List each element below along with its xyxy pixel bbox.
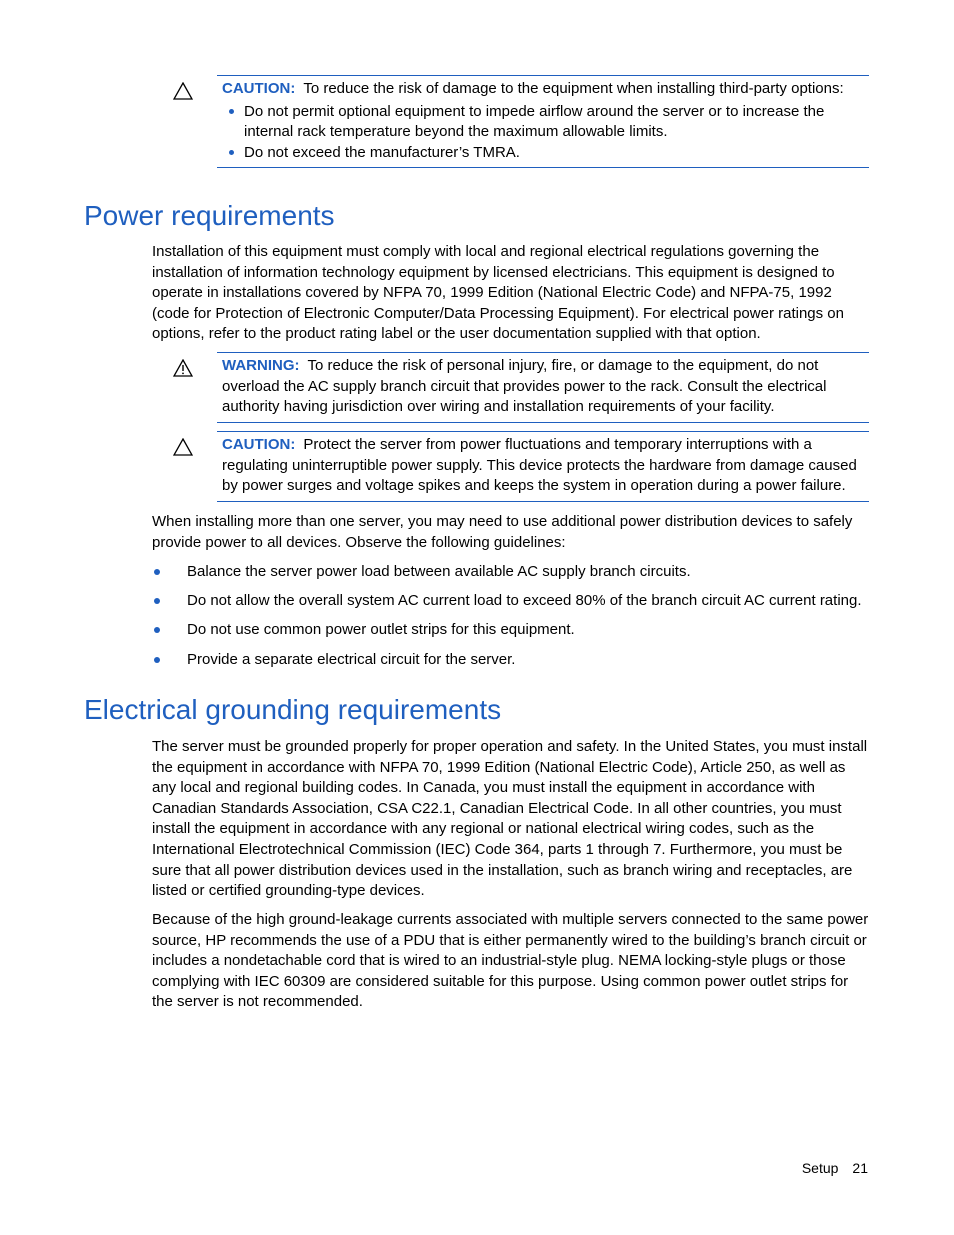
caution-triangle-icon <box>173 438 193 456</box>
list-item: Balance the server power load between available AC supply branch circuits. <box>152 562 870 583</box>
grounding-requirements-heading: Electrical grounding requirements <box>84 694 502 725</box>
power-guidelines-list <box>152 562 870 679</box>
guidelines-intro-paragraph: When installing more than one server, you may need to use additional power distribution devices to safely provide power to all devices. Observe the following guidelines: <box>152 513 853 551</box>
list-item: Do not use common power outlet strips for this equipment. <box>152 620 870 641</box>
power-requirements-heading: Power requirements <box>84 200 335 231</box>
caution-label: CAUTION: <box>222 80 296 97</box>
power-intro-paragraph: Installation of this equipment must comply with local and regional electrical regulations governing the installation of information technology equipment by licensed electricians. This equipment is designed to operate in installations covered by NFPA 70, 1999 Edition (National Electric Code) and NFPA-75, 1992 (code for Protection of Electronic Computer/Data Processing Equipment). For electrical power ratings on options, refer to the product rating label or the user documentation supplied with that option. <box>152 243 844 343</box>
caution-list-item: Do not exceed the manufacturer’s TMRA. <box>222 143 865 164</box>
page-number: 21 <box>852 1160 868 1176</box>
warning-notice <box>217 352 869 423</box>
warning-text: To reduce the risk of personal injury, fire, or damage to the equipment, do not overload the AC supply branch circuit that provides power to the rack. Consult the electrical authority having jurisdiction over wiring and installation requirements of your facility. <box>222 357 827 416</box>
caution-text: To reduce the risk of damage to the equipment when installing third-party options: <box>303 80 844 97</box>
caution-notice-third-party <box>217 75 869 168</box>
warning-triangle-icon <box>173 359 193 377</box>
grounding-paragraph-1: The server must be grounded properly for proper operation and safety. In the United States, you must install the equipment in accordance with NFPA 70, 1999 Edition (National Electric Code), Article 250, as well as any local and regional building codes. In Canada, you must install the equipment in accordance with Canadian Standards Association, CSA C22.1, Canadian Electrical Code. In all other countries, you must install the equipment in accordance with any regional or national electrical wiring codes, such as the International Electrotechnical Commission (IEC) Code 364, parts 1 through 7. Furthermore, you must be sure that all power distribution devices used in the installation, such as branch wiring and receptacles, are listed or certified grounding-type devices. <box>152 738 868 900</box>
caution-label: CAUTION: <box>222 436 296 453</box>
grounding-paragraph-2: Because of the high ground-leakage currents associated with multiple servers connected to the same power source, HP recommends the use of a PDU that is either permanently wired to the building’s branch circuit or includes a nondetachable cord that is wired to an industrial-style plug. NEMA locking-style plugs or those complying with IEC 60309 are considered suitable for this purpose. Using common power outlet strips for the server is not recommended. <box>152 911 869 1011</box>
caution-list <box>222 102 865 164</box>
footer-section: Setup <box>801 1160 839 1176</box>
caution-list-item: Do not permit optional equipment to impede airflow around the server or to increase the internal rack temperature beyond the maximum allowable limits. <box>222 102 865 143</box>
caution-notice-power <box>217 431 869 502</box>
list-item: Provide a separate electrical circuit for the server. <box>152 650 870 671</box>
caution-text: Protect the server from power fluctuations and temporary interruptions with a regulating uninterruptible power supply. This device protects the hardware from damage caused by power surges and voltage spikes and keeps the system in operation during a power failure. <box>222 436 857 495</box>
list-item: Do not allow the overall system AC current load to exceed 80% of the branch circuit AC current rating. <box>152 591 870 612</box>
caution-triangle-icon <box>173 82 193 100</box>
warning-label: WARNING: <box>222 357 300 374</box>
page-footer <box>802 1158 868 1179</box>
